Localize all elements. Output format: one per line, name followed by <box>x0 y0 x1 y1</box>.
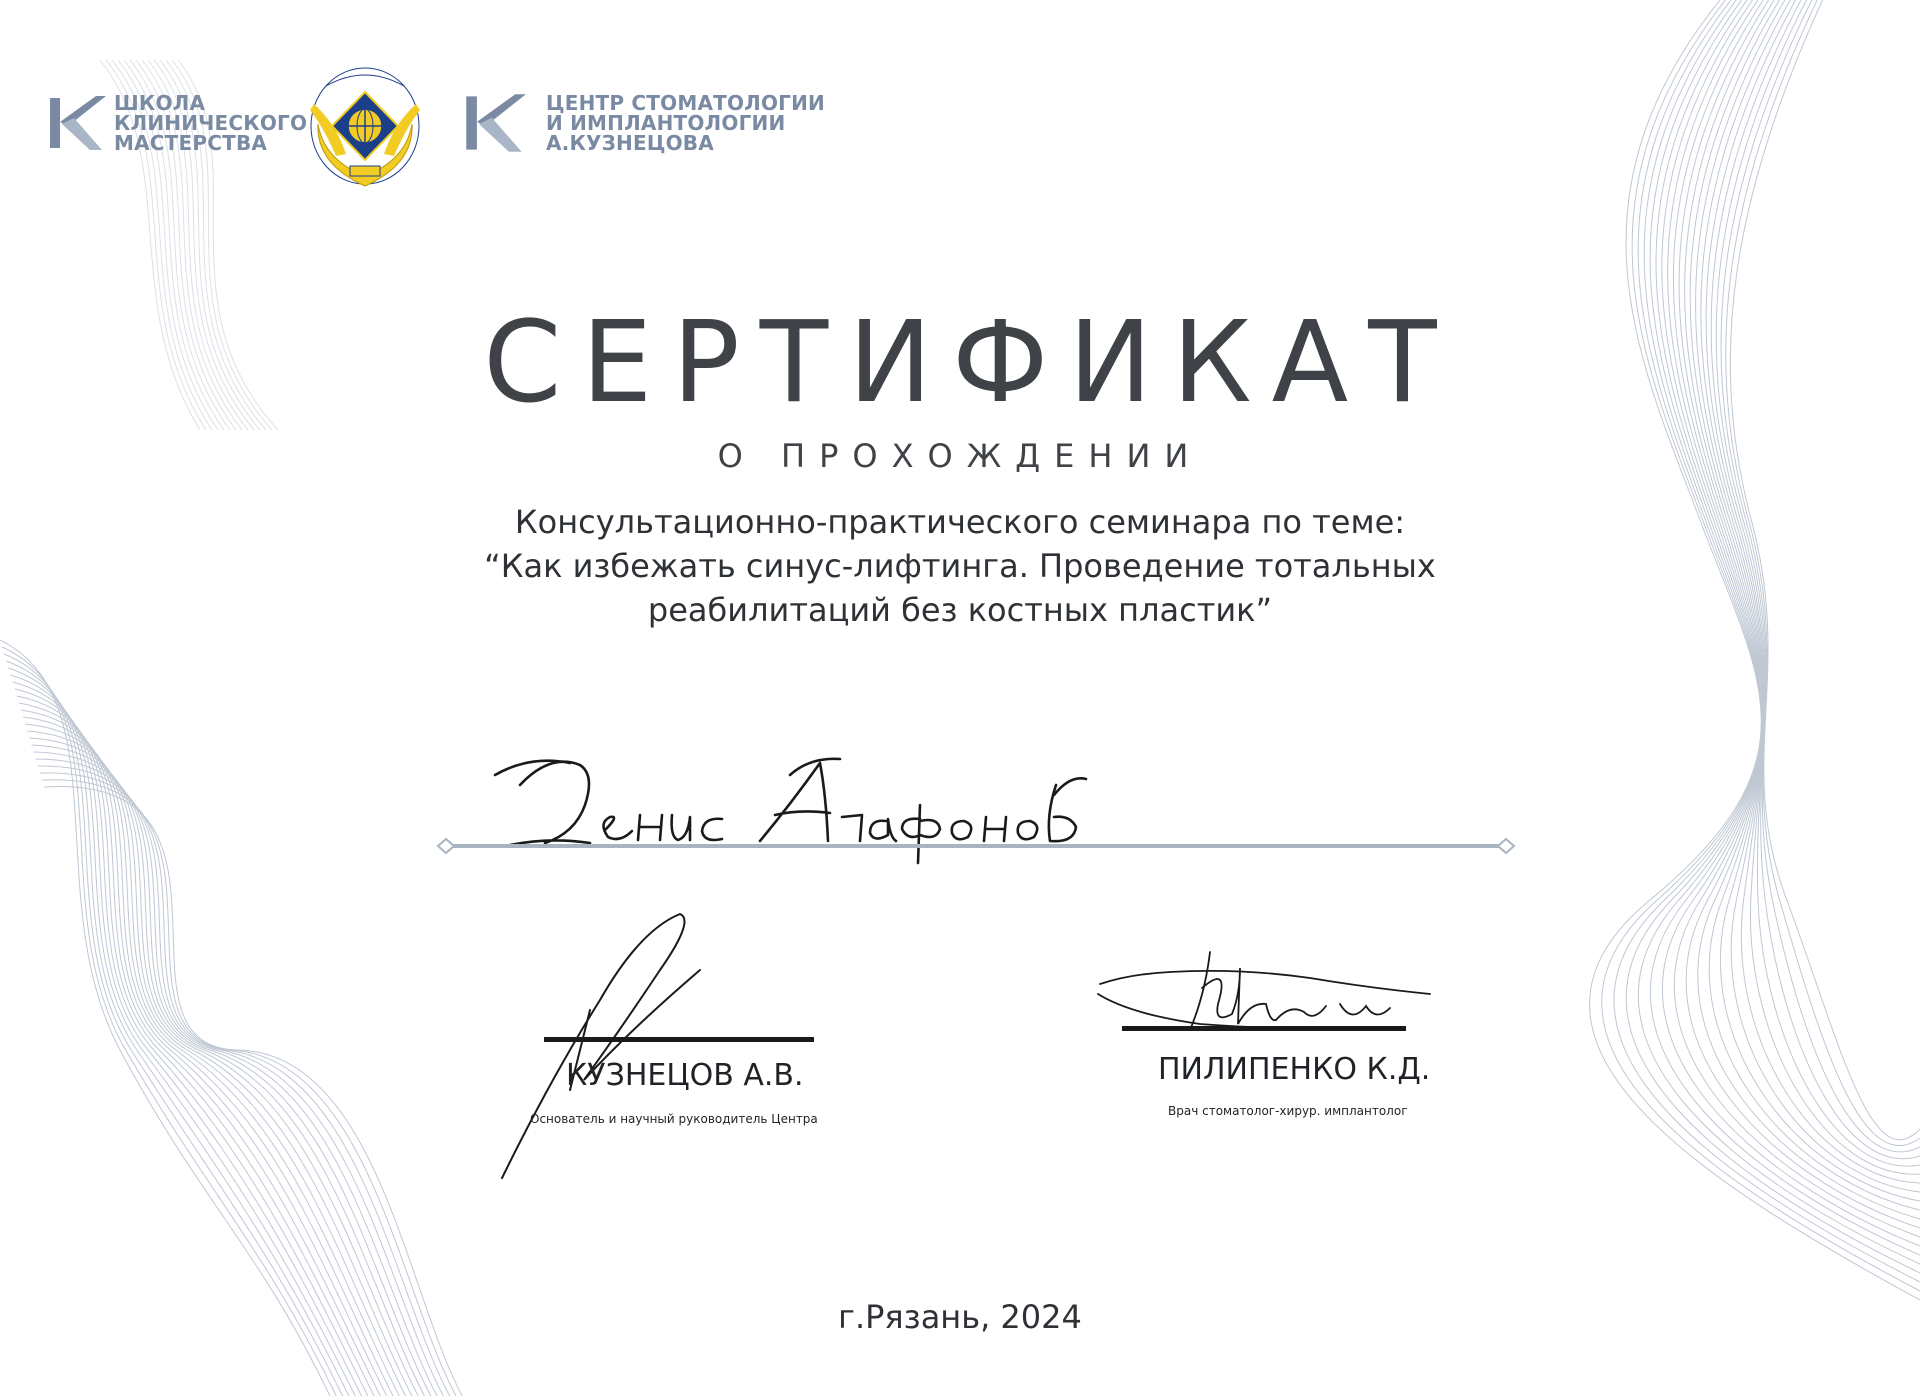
k-logo-icon <box>46 92 108 154</box>
pilipenko-role: Врач стоматолог-хирур. имплантолог <box>1168 1104 1408 1118</box>
kuznetsov-signature <box>480 900 780 1200</box>
kuznetsov-role: Основатель и научный руководитель Центра <box>530 1112 818 1126</box>
pilipenko-name: ПИЛИПЕНКО К.Д. <box>1158 1052 1431 1087</box>
certificate-subtitle: О ПРОХОЖДЕНИИ <box>717 437 1203 475</box>
school-logo-line3: МАСТЕРСТВА <box>114 131 268 155</box>
k-logo-icon <box>462 90 528 156</box>
school-logo <box>46 92 307 154</box>
pilipenko-signature-line <box>1122 1026 1406 1031</box>
seminar-line-3: реабилитаций без костных пластик” <box>647 591 1273 629</box>
recipient-underline <box>436 836 1516 856</box>
university-emblem-icon <box>306 64 424 192</box>
seminar-line-2: “Как избежать синус-лифтинга. Проведение тотальных <box>484 547 1436 585</box>
center-logo-line3: А.КУЗНЕЦОВА <box>546 131 714 155</box>
certificate-title: СЕРТИФИКАТ <box>483 298 1457 428</box>
center-logo-line1: ЦЕНТР СТОМАТОЛОГИИ <box>546 91 826 115</box>
school-logo-line2: КЛИНИЧЕСКОГО <box>114 111 308 135</box>
school-logo-line1: ШКОЛА <box>114 91 206 115</box>
kuznetsov-name: КУЗНЕЦОВ А.В. <box>566 1058 804 1093</box>
seminar-description <box>0 500 1920 632</box>
kuznetsov-signature-line <box>544 1037 814 1042</box>
pilipenko-signature <box>1090 944 1440 1054</box>
center-logo-line2: И ИМПЛАНТОЛОГИИ <box>546 111 786 135</box>
city-year: г.Рязань, 2024 <box>838 1298 1082 1336</box>
seminar-line-1: Консультационно-практического семинара по теме: <box>514 503 1406 541</box>
center-logo <box>462 90 825 156</box>
